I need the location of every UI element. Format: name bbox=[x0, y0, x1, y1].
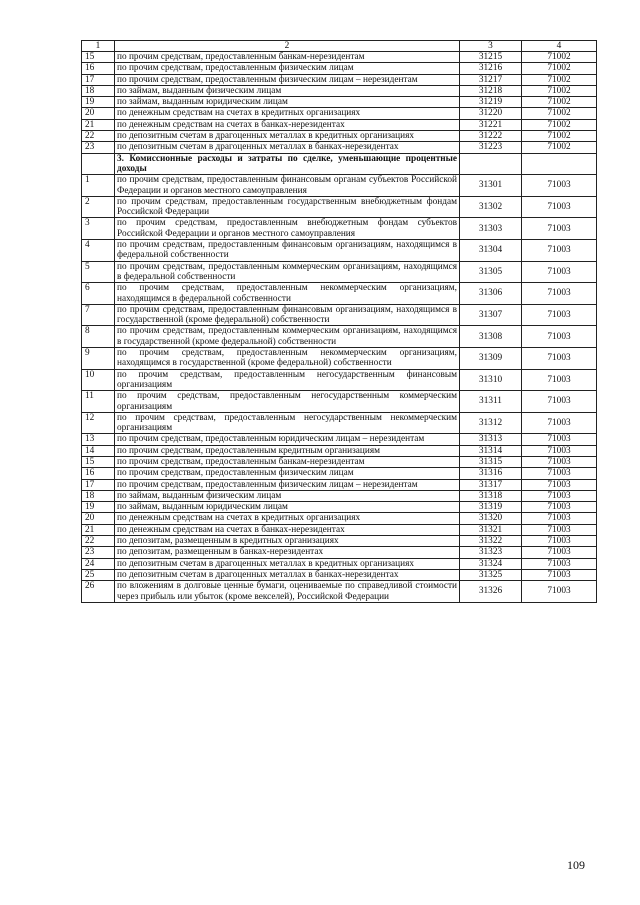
row-description: по прочим средствам, предоставленным физическим лицам bbox=[115, 468, 460, 479]
row-account: 71003 bbox=[522, 445, 597, 456]
table-row bbox=[82, 175, 597, 197]
table-row bbox=[82, 283, 597, 305]
row-code: 31301 bbox=[460, 175, 522, 197]
row-number: 25 bbox=[82, 569, 115, 580]
row-number: 20 bbox=[82, 108, 115, 119]
row-description: по прочим средствам, предоставленным финансовым органам субъектов Российской Федерации и органов местного самоуправления bbox=[115, 175, 460, 197]
table-row bbox=[82, 581, 597, 603]
table-row bbox=[82, 502, 597, 513]
row-account: 71003 bbox=[522, 513, 597, 524]
table-row bbox=[82, 569, 597, 580]
row-account: 71003 bbox=[522, 304, 597, 326]
row-description: по депозитам, размещенным в банках-нерезидентах bbox=[115, 547, 460, 558]
row-code: 31316 bbox=[460, 468, 522, 479]
table-row bbox=[82, 479, 597, 490]
row-code: 31215 bbox=[460, 52, 522, 63]
row-code: 31315 bbox=[460, 456, 522, 467]
row-number: 4 bbox=[82, 240, 115, 262]
table-row bbox=[82, 490, 597, 501]
row-description: по депозитным счетам в драгоценных металлах в банках-нерезидентах bbox=[115, 569, 460, 580]
table-row bbox=[82, 119, 597, 130]
row-code: 31221 bbox=[460, 119, 522, 130]
row-description: по займам, выданным юридическим лицам bbox=[115, 502, 460, 513]
row-number: 23 bbox=[82, 547, 115, 558]
row-description: по прочим средствам, предоставленным внебюджетным фондам субъектов Российской Федерации и органов местного самоуправления bbox=[115, 218, 460, 240]
row-description: по денежным средствам на счетах в кредитных организациях bbox=[115, 513, 460, 524]
row-account: 71003 bbox=[522, 536, 597, 547]
row-code: 31305 bbox=[460, 261, 522, 283]
row-description: по займам, выданным юридическим лицам bbox=[115, 97, 460, 108]
table-row bbox=[82, 240, 597, 262]
row-code: 31313 bbox=[460, 434, 522, 445]
row-number: 20 bbox=[82, 513, 115, 524]
row-number: 19 bbox=[82, 502, 115, 513]
row-number: 7 bbox=[82, 304, 115, 326]
row-number: 23 bbox=[82, 142, 115, 153]
row-description: по прочим средствам, предоставленным банкам-нерезидентам bbox=[115, 52, 460, 63]
row-number: 15 bbox=[82, 456, 115, 467]
row-code: 31309 bbox=[460, 348, 522, 370]
table-row bbox=[82, 434, 597, 445]
table-row bbox=[82, 74, 597, 85]
header-col-4: 4 bbox=[522, 41, 597, 52]
row-number: 22 bbox=[82, 536, 115, 547]
row-account: 71003 bbox=[522, 502, 597, 513]
table-row bbox=[82, 456, 597, 467]
row-description: по прочим средствам, предоставленным негосударственным некоммерческим организациям bbox=[115, 412, 460, 434]
table-row bbox=[82, 196, 597, 218]
row-description: по депозитным счетам в драгоценных металлах в банках-нерезидентах bbox=[115, 142, 460, 153]
row-account: 71003 bbox=[522, 581, 597, 603]
row-code: 31310 bbox=[460, 369, 522, 391]
row-description: по прочим средствам, предоставленным некоммерческим организациям, находящимся в государственной (кроме федеральной) собственности bbox=[115, 348, 460, 370]
row-code: 31216 bbox=[460, 63, 522, 74]
row-account: 71003 bbox=[522, 261, 597, 283]
row-account: 71003 bbox=[522, 547, 597, 558]
row-description: по прочим средствам, предоставленным финансовым организациям, находящимся в государственной (кроме федеральной) собственности bbox=[115, 304, 460, 326]
row-number: 8 bbox=[82, 326, 115, 348]
table-row bbox=[82, 513, 597, 524]
row-description: по депозитам, размещенным в кредитных организациях bbox=[115, 536, 460, 547]
row-code: 31302 bbox=[460, 196, 522, 218]
row-account: 71003 bbox=[522, 391, 597, 413]
row-account: 71002 bbox=[522, 52, 597, 63]
table-row bbox=[82, 445, 597, 456]
table-row bbox=[82, 85, 597, 96]
table-row bbox=[82, 97, 597, 108]
row-number: 2 bbox=[82, 196, 115, 218]
row-account: 71003 bbox=[522, 369, 597, 391]
row-code: 31317 bbox=[460, 479, 522, 490]
table-row bbox=[82, 108, 597, 119]
row-account bbox=[522, 153, 597, 175]
row-account: 71003 bbox=[522, 479, 597, 490]
table-row bbox=[82, 391, 597, 413]
row-account: 71003 bbox=[522, 240, 597, 262]
row-code: 31320 bbox=[460, 513, 522, 524]
section-heading-row bbox=[82, 153, 597, 175]
row-description: по прочим средствам, предоставленным некоммерческим организациям, находящимся в федеральной собственности bbox=[115, 283, 460, 305]
row-account: 71003 bbox=[522, 558, 597, 569]
row-code: 31223 bbox=[460, 142, 522, 153]
row-number: 22 bbox=[82, 131, 115, 142]
row-account: 71003 bbox=[522, 175, 597, 197]
table-row bbox=[82, 536, 597, 547]
table-row bbox=[82, 261, 597, 283]
row-code: 31325 bbox=[460, 569, 522, 580]
row-number: 26 bbox=[82, 581, 115, 603]
row-account: 71003 bbox=[522, 348, 597, 370]
row-code: 31222 bbox=[460, 131, 522, 142]
row-account: 71003 bbox=[522, 326, 597, 348]
table-row bbox=[82, 558, 597, 569]
row-account: 71002 bbox=[522, 85, 597, 96]
row-number: 17 bbox=[82, 74, 115, 85]
row-account: 71003 bbox=[522, 412, 597, 434]
row-code: 31217 bbox=[460, 74, 522, 85]
row-description: по прочим средствам, предоставленным кредитным организациям bbox=[115, 445, 460, 456]
row-account: 71003 bbox=[522, 218, 597, 240]
row-number: 21 bbox=[82, 119, 115, 130]
row-account: 71003 bbox=[522, 434, 597, 445]
row-account: 71003 bbox=[522, 524, 597, 535]
row-account: 71002 bbox=[522, 119, 597, 130]
row-number: 9 bbox=[82, 348, 115, 370]
row-code: 31319 bbox=[460, 502, 522, 513]
table-row bbox=[82, 326, 597, 348]
row-description: по прочим средствам, предоставленным юридическим лицам – нерезидентам bbox=[115, 434, 460, 445]
row-code: 31323 bbox=[460, 547, 522, 558]
row-number: 10 bbox=[82, 369, 115, 391]
row-number: 6 bbox=[82, 283, 115, 305]
table-row bbox=[82, 52, 597, 63]
accounts-table bbox=[81, 40, 597, 603]
row-code: 31326 bbox=[460, 581, 522, 603]
table-row bbox=[82, 547, 597, 558]
row-account: 71002 bbox=[522, 142, 597, 153]
row-description: по прочим средствам, предоставленным физическим лицам – нерезидентам bbox=[115, 74, 460, 85]
row-number: 16 bbox=[82, 468, 115, 479]
table-row bbox=[82, 369, 597, 391]
row-description: по прочим средствам, предоставленным физическим лицам – нерезидентам bbox=[115, 479, 460, 490]
row-description: по займам, выданным физическим лицам bbox=[115, 490, 460, 501]
page-number: 109 bbox=[567, 858, 585, 872]
row-description: по депозитным счетам в драгоценных металлах в кредитных организациях bbox=[115, 131, 460, 142]
row-description: по займам, выданным физическим лицам bbox=[115, 85, 460, 96]
row-number: 13 bbox=[82, 434, 115, 445]
row-code bbox=[460, 153, 522, 175]
row-account: 71003 bbox=[522, 456, 597, 467]
row-number: 5 bbox=[82, 261, 115, 283]
row-description: по прочим средствам, предоставленным негосударственным финансовым организациям bbox=[115, 369, 460, 391]
row-account: 71002 bbox=[522, 108, 597, 119]
table-row bbox=[82, 412, 597, 434]
row-code: 31304 bbox=[460, 240, 522, 262]
row-number: 15 bbox=[82, 52, 115, 63]
row-code: 31324 bbox=[460, 558, 522, 569]
row-number: 12 bbox=[82, 412, 115, 434]
row-number: 16 bbox=[82, 63, 115, 74]
table-row bbox=[82, 63, 597, 74]
table-row bbox=[82, 131, 597, 142]
row-number: 18 bbox=[82, 85, 115, 96]
row-account: 71002 bbox=[522, 74, 597, 85]
row-number: 11 bbox=[82, 391, 115, 413]
row-code: 31219 bbox=[460, 97, 522, 108]
row-description: по депозитным счетам в драгоценных металлах в кредитных организациях bbox=[115, 558, 460, 569]
row-description: по прочим средствам, предоставленным государственным внебюджетным фондам Российской Федерации bbox=[115, 196, 460, 218]
row-description: по прочим средствам, предоставленным финансовым организациям, находящимся в федеральной собственности bbox=[115, 240, 460, 262]
row-description: по денежным средствам на счетах в кредитных организациях bbox=[115, 108, 460, 119]
table-row bbox=[82, 142, 597, 153]
row-number: 21 bbox=[82, 524, 115, 535]
row-description: по прочим средствам, предоставленным физическим лицам bbox=[115, 63, 460, 74]
table-row bbox=[82, 524, 597, 535]
header-col-3: 3 bbox=[460, 41, 522, 52]
table-row bbox=[82, 304, 597, 326]
row-code: 31218 bbox=[460, 85, 522, 96]
table-row bbox=[82, 348, 597, 370]
row-code: 31314 bbox=[460, 445, 522, 456]
row-description: по прочим средствам, предоставленным коммерческим организациям, находящимся в государственной (кроме федеральной) собственности bbox=[115, 326, 460, 348]
row-account: 71002 bbox=[522, 63, 597, 74]
header-col-1: 1 bbox=[82, 41, 115, 52]
row-description: по денежным средствам на счетах в банках-нерезидентах bbox=[115, 119, 460, 130]
row-code: 31321 bbox=[460, 524, 522, 535]
table-row bbox=[82, 468, 597, 479]
row-account: 71003 bbox=[522, 468, 597, 479]
row-code: 31220 bbox=[460, 108, 522, 119]
row-account: 71002 bbox=[522, 131, 597, 142]
row-code: 31318 bbox=[460, 490, 522, 501]
row-description: по вложениям в долговые ценные бумаги, оцениваемые по справедливой стоимости через прибыль или убыток (кроме векселей), Российской Федерации bbox=[115, 581, 460, 603]
row-number: 24 bbox=[82, 558, 115, 569]
header-col-2: 2 bbox=[115, 41, 460, 52]
row-number: 14 bbox=[82, 445, 115, 456]
row-description: по прочим средствам, предоставленным банкам-нерезидентам bbox=[115, 456, 460, 467]
row-number: 1 bbox=[82, 175, 115, 197]
table-row bbox=[82, 218, 597, 240]
row-code: 31303 bbox=[460, 218, 522, 240]
row-number: 18 bbox=[82, 490, 115, 501]
row-number: 3 bbox=[82, 218, 115, 240]
row-number: 19 bbox=[82, 97, 115, 108]
row-code: 31306 bbox=[460, 283, 522, 305]
row-number bbox=[82, 153, 115, 175]
row-description: 3. Комиссионные расходы и затраты по сделке, уменьшающие процентные доходы bbox=[115, 153, 460, 175]
row-number: 17 bbox=[82, 479, 115, 490]
row-code: 31308 bbox=[460, 326, 522, 348]
row-description: по прочим средствам, предоставленным коммерческим организациям, находящимся в федеральной собственности bbox=[115, 261, 460, 283]
row-account: 71003 bbox=[522, 283, 597, 305]
row-account: 71002 bbox=[522, 97, 597, 108]
row-description: по денежным средствам на счетах в банках-нерезидентах bbox=[115, 524, 460, 535]
row-account: 71003 bbox=[522, 196, 597, 218]
row-description: по прочим средствам, предоставленным негосударственным коммерческим организациям bbox=[115, 391, 460, 413]
row-code: 31311 bbox=[460, 391, 522, 413]
row-account: 71003 bbox=[522, 569, 597, 580]
table-header-row bbox=[82, 41, 597, 52]
row-account: 71003 bbox=[522, 490, 597, 501]
row-code: 31307 bbox=[460, 304, 522, 326]
row-code: 31312 bbox=[460, 412, 522, 434]
row-code: 31322 bbox=[460, 536, 522, 547]
